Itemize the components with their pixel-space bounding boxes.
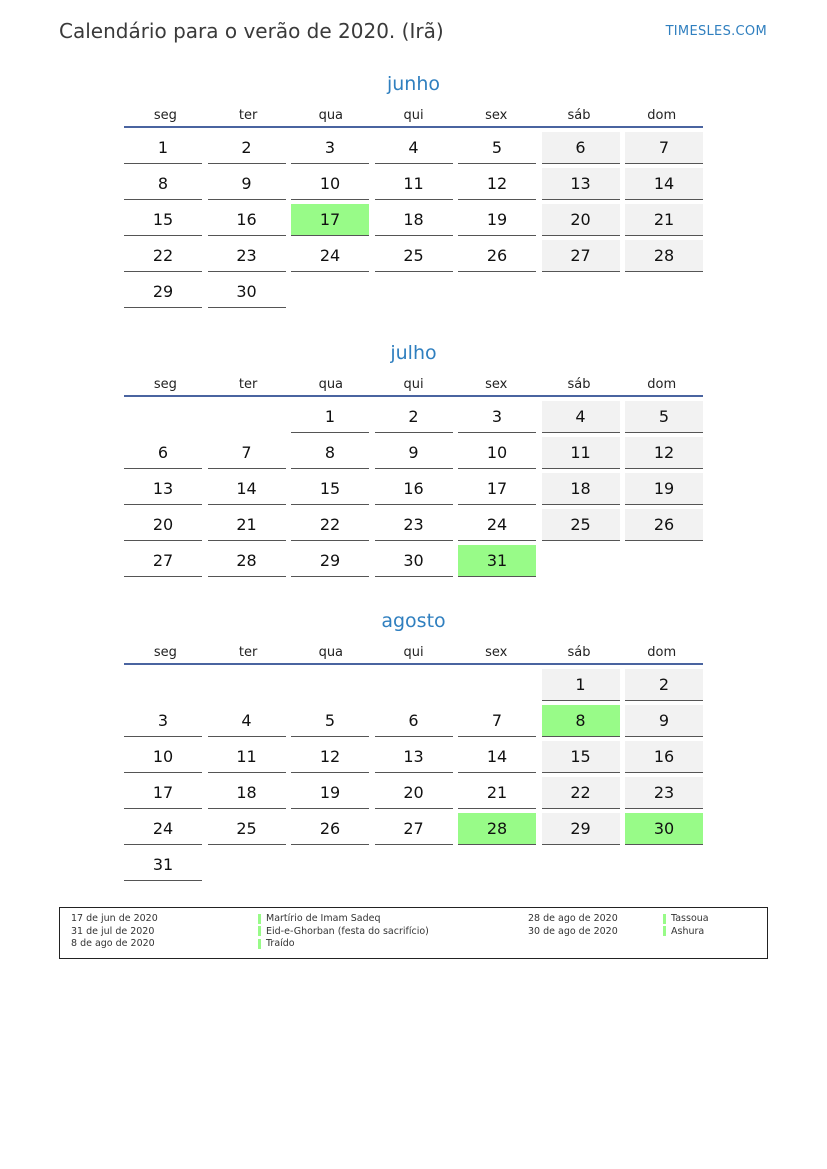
empty-day-cell <box>124 401 202 432</box>
day-cell[interactable]: 11 <box>542 437 620 469</box>
legend-holiday-name: Tassoua <box>671 913 709 924</box>
weekday-label: qua <box>318 377 344 392</box>
day-cell[interactable]: 26 <box>291 813 369 845</box>
month-name: junho <box>386 73 441 95</box>
weekday-label: ter <box>238 108 258 123</box>
weekday-label: qui <box>403 377 424 392</box>
day-cell[interactable]: 2 <box>375 401 453 433</box>
day-cell[interactable]: 19 <box>291 777 369 809</box>
month-calendar-agosto <box>124 607 703 885</box>
day-cell[interactable]: 23 <box>375 509 453 541</box>
day-cell[interactable]: 25 <box>375 240 453 272</box>
day-cell[interactable]: 5 <box>458 132 536 164</box>
day-cell[interactable]: 9 <box>375 437 453 469</box>
day-cell[interactable]: 18 <box>208 777 286 809</box>
day-cell[interactable]: 26 <box>625 509 703 541</box>
weekday-label: ter <box>238 645 258 660</box>
empty-day-cell <box>124 669 202 700</box>
day-cell[interactable]: 2 <box>625 669 703 701</box>
day-cell[interactable]: 3 <box>291 132 369 164</box>
legend-left-names <box>258 913 429 951</box>
day-cell[interactable]: 12 <box>458 168 536 200</box>
day-cell[interactable]: 17 <box>458 473 536 505</box>
brand-logo-text[interactable]: TIMESLES.COM <box>665 24 767 39</box>
day-cell[interactable]: 23 <box>208 240 286 272</box>
holiday-marker <box>258 914 261 924</box>
holiday-day-cell[interactable]: 8 <box>542 705 620 737</box>
weekday-label: qua <box>318 645 344 660</box>
legend-date: 17 de jun de 2020 <box>71 913 158 924</box>
legend-date: 31 de jul de 2020 <box>71 925 155 937</box>
day-cell[interactable]: 24 <box>458 509 536 541</box>
day-cell[interactable]: 16 <box>625 741 703 773</box>
day-cell[interactable]: 10 <box>124 741 202 773</box>
day-cell[interactable]: 21 <box>208 509 286 541</box>
weekday-label: seg <box>153 108 177 123</box>
day-cell[interactable]: 16 <box>208 204 286 236</box>
day-cell[interactable]: 15 <box>124 204 202 236</box>
day-cell[interactable]: 1 <box>542 669 620 701</box>
empty-day-cell <box>458 669 536 700</box>
day-cell[interactable]: 22 <box>124 240 202 272</box>
day-cell[interactable]: 7 <box>625 132 703 164</box>
day-cell[interactable]: 22 <box>291 509 369 541</box>
holiday-marker <box>258 926 261 936</box>
day-cell[interactable]: 25 <box>542 509 620 541</box>
day-grid <box>124 669 703 885</box>
month-name: agosto <box>381 610 446 632</box>
day-cell[interactable]: 12 <box>291 741 369 773</box>
day-grid <box>124 401 703 581</box>
day-cell[interactable]: 17 <box>124 777 202 809</box>
day-cell[interactable]: 15 <box>542 741 620 773</box>
day-cell[interactable]: 28 <box>208 545 286 577</box>
legend-right-names <box>663 913 709 938</box>
day-cell[interactable]: 3 <box>124 705 202 737</box>
day-cell[interactable]: 1 <box>291 401 369 433</box>
day-cell[interactable]: 5 <box>291 705 369 737</box>
day-cell[interactable]: 14 <box>208 473 286 505</box>
day-cell[interactable]: 10 <box>291 168 369 200</box>
day-cell[interactable]: 2 <box>208 132 286 164</box>
day-cell[interactable]: 29 <box>291 545 369 577</box>
day-cell[interactable]: 26 <box>458 240 536 272</box>
day-cell[interactable]: 9 <box>625 705 703 737</box>
day-cell[interactable]: 29 <box>542 813 620 845</box>
day-cell[interactable]: 19 <box>625 473 703 505</box>
day-cell[interactable]: 7 <box>208 437 286 469</box>
day-cell[interactable]: 30 <box>208 276 286 308</box>
day-cell[interactable]: 24 <box>291 240 369 272</box>
month-calendar-junho <box>124 70 703 312</box>
day-cell[interactable]: 13 <box>542 168 620 200</box>
legend-holiday-name: Ashura <box>671 925 705 937</box>
legend-holiday-name: Eid-e-Ghorban (festa do sacrifício) <box>266 925 429 937</box>
weekday-label: sáb <box>567 645 591 660</box>
weekday-header <box>124 367 703 397</box>
empty-day-cell <box>375 669 453 700</box>
day-cell[interactable]: 3 <box>458 401 536 433</box>
day-cell[interactable]: 4 <box>542 401 620 433</box>
empty-day-cell <box>208 669 286 700</box>
day-cell[interactable]: 20 <box>124 509 202 541</box>
weekday-header <box>124 635 703 665</box>
day-cell[interactable]: 1 <box>124 132 202 164</box>
holiday-marker <box>663 926 666 936</box>
holiday-day-cell[interactable]: 17 <box>291 204 369 236</box>
day-cell[interactable]: 6 <box>375 705 453 737</box>
legend-holiday-name: Martírio de Imam Sadeq <box>266 913 381 924</box>
day-cell[interactable]: 11 <box>208 741 286 773</box>
day-cell[interactable]: 31 <box>124 849 202 881</box>
day-cell[interactable]: 4 <box>375 132 453 164</box>
day-cell[interactable]: 27 <box>542 240 620 272</box>
day-cell[interactable]: 22 <box>542 777 620 809</box>
weekday-label: dom <box>647 108 677 123</box>
day-cell[interactable]: 4 <box>208 705 286 737</box>
legend-date: 28 de ago de 2020 <box>528 913 618 924</box>
day-cell[interactable]: 28 <box>625 240 703 272</box>
weekday-label: sáb <box>567 108 591 123</box>
legend-left-dates <box>71 913 158 951</box>
day-cell[interactable]: 29 <box>124 276 202 308</box>
holiday-day-cell[interactable]: 31 <box>458 545 536 577</box>
day-cell[interactable]: 30 <box>375 545 453 577</box>
holiday-marker <box>663 914 666 924</box>
day-cell[interactable]: 9 <box>208 168 286 200</box>
day-cell[interactable]: 14 <box>625 168 703 200</box>
empty-day-cell <box>208 401 286 432</box>
holiday-day-cell[interactable]: 28 <box>458 813 536 845</box>
day-cell[interactable]: 11 <box>375 168 453 200</box>
month-calendar-julho <box>124 339 703 581</box>
day-cell[interactable]: 27 <box>375 813 453 845</box>
day-cell[interactable]: 18 <box>375 204 453 236</box>
page-title: Calendário para o verão de 2020. (Irã) <box>59 19 444 43</box>
day-cell[interactable]: 6 <box>124 437 202 469</box>
day-cell[interactable]: 21 <box>458 777 536 809</box>
weekday-label: sáb <box>567 377 591 392</box>
day-cell[interactable]: 18 <box>542 473 620 505</box>
day-cell[interactable]: 27 <box>124 545 202 577</box>
holiday-marker <box>258 939 261 949</box>
day-cell[interactable]: 20 <box>375 777 453 809</box>
holiday-legend <box>59 907 768 959</box>
legend-right-dates <box>528 913 618 938</box>
weekday-label: qui <box>403 645 424 660</box>
weekday-label: dom <box>647 645 677 660</box>
day-cell[interactable]: 25 <box>208 813 286 845</box>
day-cell[interactable]: 19 <box>458 204 536 236</box>
day-cell[interactable]: 21 <box>625 204 703 236</box>
legend-date: 8 de ago de 2020 <box>71 938 155 949</box>
weekday-label: qua <box>318 108 344 123</box>
weekday-label: sex <box>485 645 508 660</box>
day-grid <box>124 132 703 312</box>
legend-date: 30 de ago de 2020 <box>528 925 618 937</box>
weekday-label: seg <box>153 645 177 660</box>
weekday-label: qui <box>403 108 424 123</box>
day-cell[interactable]: 24 <box>124 813 202 845</box>
day-cell[interactable]: 23 <box>625 777 703 809</box>
empty-day-cell <box>291 669 369 700</box>
day-cell[interactable]: 8 <box>124 168 202 200</box>
day-cell[interactable]: 16 <box>375 473 453 505</box>
day-cell[interactable]: 8 <box>291 437 369 469</box>
weekday-label: sex <box>485 108 508 123</box>
day-cell[interactable]: 13 <box>124 473 202 505</box>
day-cell[interactable]: 13 <box>375 741 453 773</box>
weekday-label: dom <box>647 377 677 392</box>
day-cell[interactable]: 5 <box>625 401 703 433</box>
weekday-label: ter <box>238 377 258 392</box>
holiday-day-cell[interactable]: 30 <box>625 813 703 845</box>
day-cell[interactable]: 20 <box>542 204 620 236</box>
day-cell[interactable]: 14 <box>458 741 536 773</box>
legend-holiday-name: Traído <box>266 938 295 949</box>
weekday-label: sex <box>485 377 508 392</box>
day-cell[interactable]: 12 <box>625 437 703 469</box>
weekday-header <box>124 98 703 128</box>
day-cell[interactable]: 15 <box>291 473 369 505</box>
day-cell[interactable]: 10 <box>458 437 536 469</box>
month-name: julho <box>390 342 437 364</box>
day-cell[interactable]: 6 <box>542 132 620 164</box>
day-cell[interactable]: 7 <box>458 705 536 737</box>
weekday-label: seg <box>153 377 177 392</box>
